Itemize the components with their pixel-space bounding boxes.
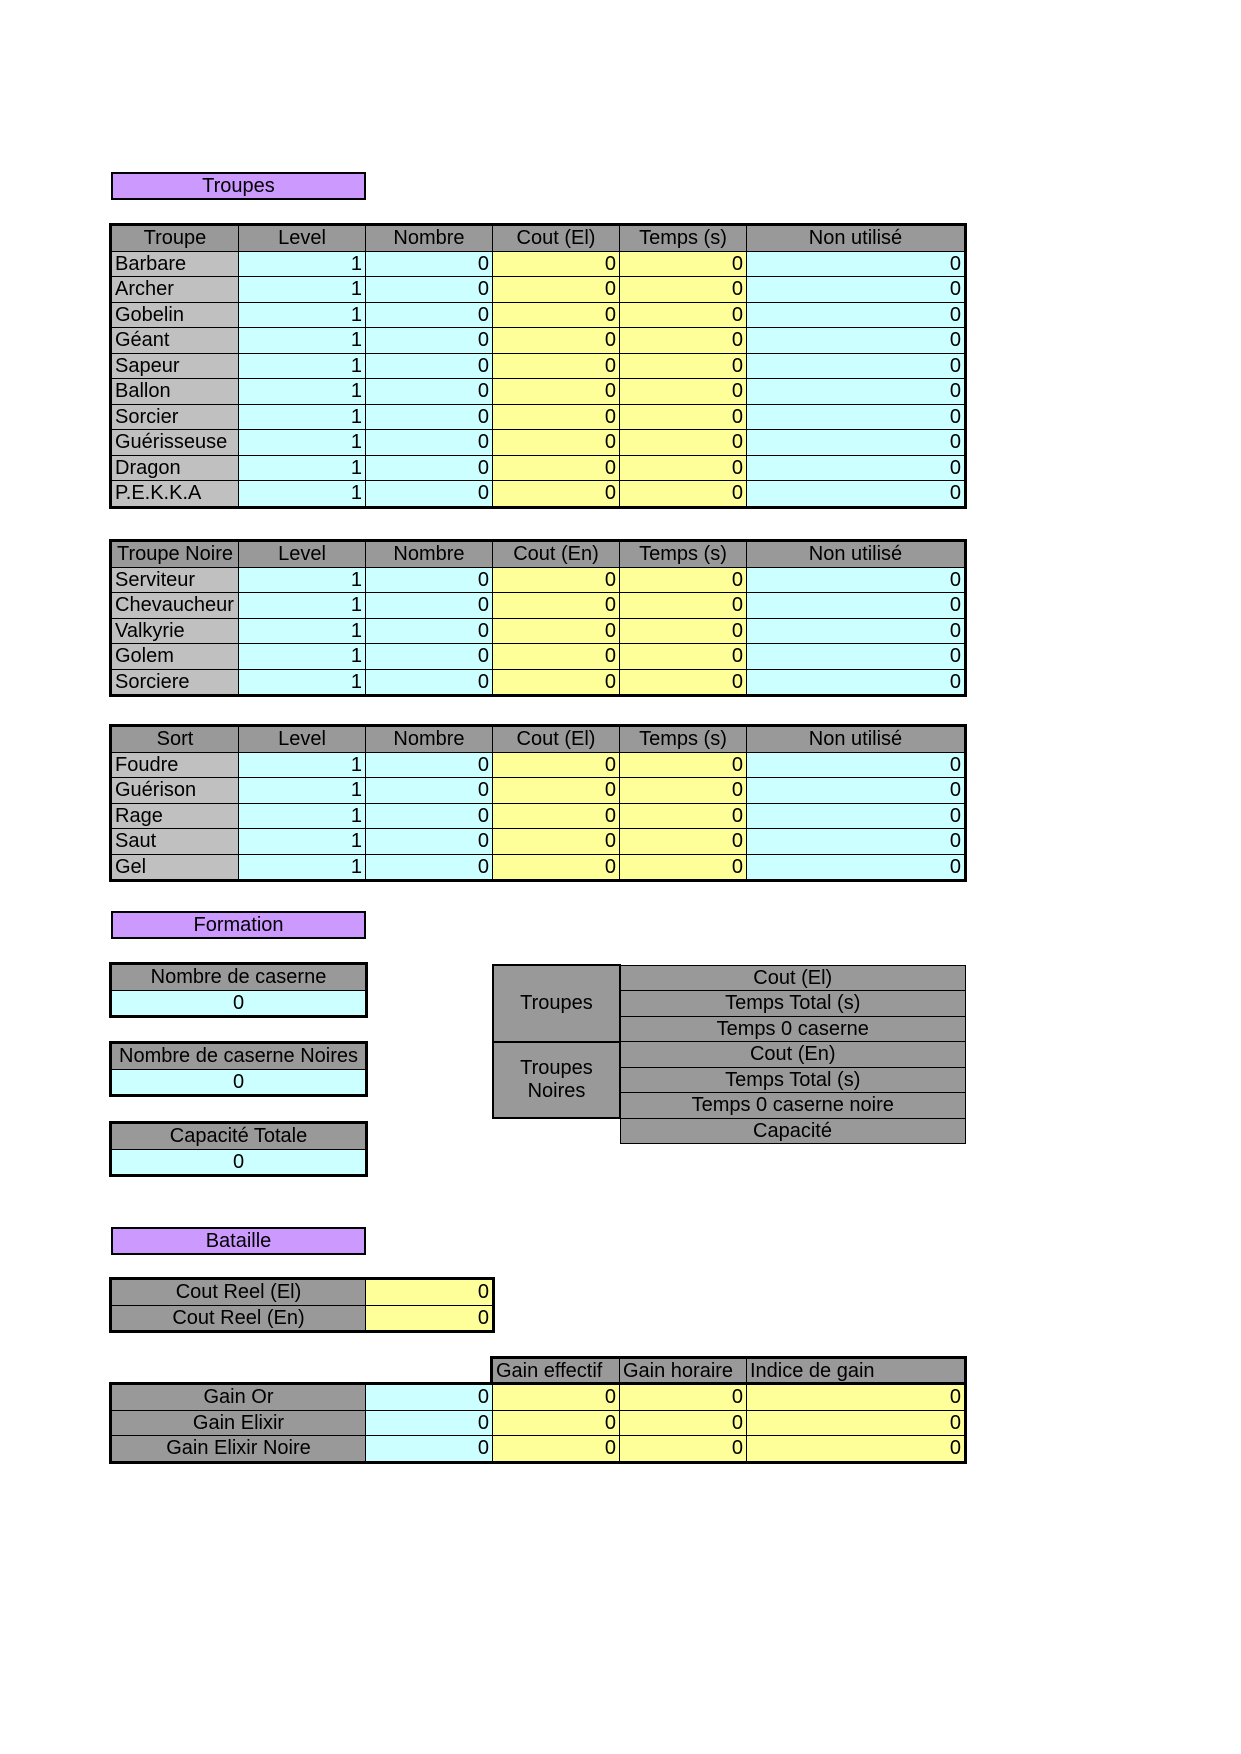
table-row — [112, 302, 965, 328]
cout-cell: 0 — [493, 328, 620, 354]
gain-value[interactable]: 0 — [366, 1436, 493, 1462]
table-row — [112, 854, 965, 880]
cout-cell: 0 — [493, 752, 620, 778]
temps-cell: 0 — [620, 803, 747, 829]
level-cell[interactable]: 1 — [239, 829, 366, 855]
level-cell[interactable]: 1 — [239, 803, 366, 829]
nombre-cell[interactable]: 0 — [366, 379, 493, 405]
gain-indice: 0 — [747, 1436, 965, 1462]
troupes-table — [111, 225, 965, 507]
row-label: Sorcier — [112, 404, 239, 430]
temps-cell: 0 — [620, 669, 747, 695]
table-row — [112, 803, 965, 829]
table-row — [112, 669, 965, 695]
row-label: Valkyrie — [112, 618, 239, 644]
cout-cell: 0 — [493, 455, 620, 481]
nombre-cell[interactable]: 0 — [366, 481, 493, 507]
cout-reel-en-value: 0 — [366, 1305, 493, 1331]
level-cell[interactable]: 1 — [239, 404, 366, 430]
table-header-row — [112, 727, 965, 753]
cout-cell: 0 — [493, 277, 620, 303]
header-cell: Non utilisé — [747, 727, 965, 753]
level-cell[interactable]: 1 — [239, 328, 366, 354]
level-cell[interactable]: 1 — [239, 277, 366, 303]
table-header-row — [112, 542, 965, 568]
temps-cell: 0 — [620, 430, 747, 456]
nombre-cell[interactable]: 0 — [366, 669, 493, 695]
non-utilise-cell[interactable]: 0 — [747, 669, 965, 695]
level-cell[interactable]: 1 — [239, 567, 366, 593]
level-cell[interactable]: 1 — [239, 669, 366, 695]
nombre-cell[interactable]: 0 — [366, 302, 493, 328]
level-cell[interactable]: 1 — [239, 752, 366, 778]
level-cell[interactable]: 1 — [239, 353, 366, 379]
gain-value[interactable]: 0 — [366, 1410, 493, 1436]
gain-horaire: 0 — [620, 1410, 747, 1436]
temps-cell: 0 — [620, 328, 747, 354]
temps-cell: 0 — [620, 618, 747, 644]
cout-cell: 0 — [493, 669, 620, 695]
non-utilise-cell[interactable]: 0 — [747, 328, 965, 354]
caserne-value[interactable]: 0 — [112, 990, 366, 1016]
gain-header-effectif: Gain effectif — [493, 1359, 620, 1385]
table-header-row — [112, 226, 965, 252]
gain-header-indice: Indice de gain — [747, 1359, 965, 1385]
gain-indice: 0 — [747, 1410, 965, 1436]
row-label: Chevaucheur — [112, 593, 239, 619]
caserne-box — [111, 964, 366, 1016]
header-cell: Cout (El) — [493, 727, 620, 753]
gains-table — [111, 1384, 965, 1462]
temps-cell: 0 — [620, 277, 747, 303]
table-row — [112, 752, 965, 778]
row-label: Géant — [112, 328, 239, 354]
non-utilise-cell[interactable]: 0 — [747, 302, 965, 328]
table-row — [112, 379, 965, 405]
temps-cell: 0 — [620, 251, 747, 277]
row-label: Archer — [112, 277, 239, 303]
level-cell[interactable]: 1 — [239, 593, 366, 619]
cout-cell: 0 — [493, 644, 620, 670]
summary-troupes-label: Troupes — [493, 965, 620, 1042]
cout-reel-el-label: Cout Reel (El) — [112, 1280, 366, 1306]
capacite-totale-label: Capacité Totale — [112, 1124, 366, 1150]
cout-cell: 0 — [493, 430, 620, 456]
header-cell: Temps (s) — [620, 542, 747, 568]
temps-cell: 0 — [620, 567, 747, 593]
row-label: Serviteur — [112, 567, 239, 593]
cout-cell: 0 — [493, 251, 620, 277]
header-cell: Nombre — [366, 542, 493, 568]
gain-horaire: 0 — [620, 1436, 747, 1462]
non-utilise-cell[interactable]: 0 — [747, 353, 965, 379]
gain-label: Gain Or — [112, 1385, 366, 1411]
non-utilise-cell[interactable]: 0 — [747, 430, 965, 456]
non-utilise-cell[interactable]: 0 — [747, 404, 965, 430]
cout-reel-en-label: Cout Reel (En) — [112, 1305, 366, 1331]
cout-cell: 0 — [493, 803, 620, 829]
table-row — [112, 455, 965, 481]
row-label: Foudre — [112, 752, 239, 778]
row-label: Dragon — [112, 455, 239, 481]
temps-cell: 0 — [620, 593, 747, 619]
summary-spacer — [493, 1118, 620, 1144]
cout-cell: 0 — [493, 353, 620, 379]
cout-reel-table — [111, 1279, 493, 1331]
row-label: P.E.K.K.A — [112, 481, 239, 507]
gain-effectif: 0 — [493, 1410, 620, 1436]
row-label: Sorciere — [112, 669, 239, 695]
header-cell: Level — [239, 727, 366, 753]
header-cell: Level — [239, 226, 366, 252]
summary-item: Cout (El) — [620, 965, 965, 991]
table-row — [112, 404, 965, 430]
temps-cell: 0 — [620, 481, 747, 507]
cout-cell: 0 — [493, 618, 620, 644]
non-utilise-cell[interactable]: 0 — [747, 277, 965, 303]
row-label: Sapeur — [112, 353, 239, 379]
non-utilise-cell[interactable]: 0 — [747, 379, 965, 405]
cout-cell: 0 — [493, 778, 620, 804]
header-cell: Temps (s) — [620, 727, 747, 753]
temps-cell: 0 — [620, 854, 747, 880]
capacite-totale-box — [111, 1123, 366, 1175]
sorts-table — [111, 726, 965, 880]
level-cell[interactable]: 1 — [239, 854, 366, 880]
header-cell: Temps (s) — [620, 226, 747, 252]
cout-cell: 0 — [493, 481, 620, 507]
gain-horaire: 0 — [620, 1385, 747, 1411]
section-title-bataille: Bataille — [111, 1227, 366, 1255]
nombre-cell[interactable]: 0 — [366, 404, 493, 430]
header-cell: Sort — [112, 727, 239, 753]
row-label: Gobelin — [112, 302, 239, 328]
non-utilise-cell[interactable]: 0 — [747, 644, 965, 670]
nombre-cell[interactable]: 0 — [366, 430, 493, 456]
nombre-cell[interactable]: 0 — [366, 778, 493, 804]
header-cell: Nombre — [366, 226, 493, 252]
temps-cell: 0 — [620, 829, 747, 855]
row-label: Gel — [112, 854, 239, 880]
nombre-cell[interactable]: 0 — [366, 618, 493, 644]
nombre-cell[interactable]: 0 — [366, 829, 493, 855]
level-cell[interactable]: 1 — [239, 455, 366, 481]
temps-cell: 0 — [620, 404, 747, 430]
table-row — [112, 618, 965, 644]
table-row — [112, 829, 965, 855]
nombre-cell[interactable]: 0 — [366, 644, 493, 670]
header-cell: Cout (El) — [493, 226, 620, 252]
table-row — [112, 778, 965, 804]
cout-cell: 0 — [493, 593, 620, 619]
header-cell: Cout (En) — [493, 542, 620, 568]
temps-cell: 0 — [620, 379, 747, 405]
summary-item: Temps Total (s) — [620, 991, 965, 1017]
gain-label: Gain Elixir — [112, 1410, 366, 1436]
nombre-cell[interactable]: 0 — [366, 251, 493, 277]
caserne-noires-label: Nombre de caserne Noires — [112, 1044, 366, 1070]
table-row — [112, 481, 965, 507]
non-utilise-cell[interactable]: 0 — [747, 829, 965, 855]
gain-row — [112, 1436, 965, 1462]
cout-cell: 0 — [493, 854, 620, 880]
row-label: Rage — [112, 803, 239, 829]
gain-row — [112, 1410, 965, 1436]
temps-cell: 0 — [620, 644, 747, 670]
gain-header-table — [492, 1358, 965, 1385]
troupes-noires-table — [111, 541, 965, 695]
nombre-cell[interactable]: 0 — [366, 277, 493, 303]
gain-effectif: 0 — [493, 1436, 620, 1462]
non-utilise-cell[interactable]: 0 — [747, 752, 965, 778]
temps-cell: 0 — [620, 752, 747, 778]
level-cell[interactable]: 1 — [239, 778, 366, 804]
nombre-cell[interactable]: 0 — [366, 593, 493, 619]
non-utilise-cell[interactable]: 0 — [747, 778, 965, 804]
header-cell: Non utilisé — [747, 542, 965, 568]
level-cell[interactable]: 1 — [239, 644, 366, 670]
nombre-cell[interactable]: 0 — [366, 455, 493, 481]
section-title-troupes: Troupes — [111, 172, 366, 200]
nombre-cell[interactable]: 0 — [366, 567, 493, 593]
header-cell: Non utilisé — [747, 226, 965, 252]
header-cell: Level — [239, 542, 366, 568]
summary-item: Temps Total (s) — [620, 1067, 965, 1093]
non-utilise-cell[interactable]: 0 — [747, 567, 965, 593]
nombre-cell[interactable]: 0 — [366, 328, 493, 354]
cout-cell: 0 — [493, 404, 620, 430]
capacite-totale-value[interactable]: 0 — [112, 1149, 366, 1175]
summary-troupes-noires-label: Troupes Noires — [493, 1042, 620, 1119]
caserne-noires-value[interactable]: 0 — [112, 1069, 366, 1095]
cout-cell: 0 — [493, 379, 620, 405]
temps-cell: 0 — [620, 353, 747, 379]
formation-summary-table — [492, 964, 966, 1144]
table-row — [112, 353, 965, 379]
summary-item: Cout (En) — [620, 1042, 965, 1068]
level-cell[interactable]: 1 — [239, 379, 366, 405]
table-row — [112, 251, 965, 277]
non-utilise-cell[interactable]: 0 — [747, 593, 965, 619]
nombre-cell[interactable]: 0 — [366, 854, 493, 880]
summary-item: Temps 0 caserne — [620, 1016, 965, 1042]
gain-label: Gain Elixir Noire — [112, 1436, 366, 1462]
nombre-cell[interactable]: 0 — [366, 752, 493, 778]
non-utilise-cell[interactable]: 0 — [747, 854, 965, 880]
gain-value[interactable]: 0 — [366, 1385, 493, 1411]
non-utilise-cell[interactable]: 0 — [747, 618, 965, 644]
header-cell: Troupe Noire — [112, 542, 239, 568]
cout-cell: 0 — [493, 302, 620, 328]
row-label: Ballon — [112, 379, 239, 405]
row-label: Guérison — [112, 778, 239, 804]
row-label: Saut — [112, 829, 239, 855]
header-cell: Troupe — [112, 226, 239, 252]
level-cell[interactable]: 1 — [239, 302, 366, 328]
header-cell: Nombre — [366, 727, 493, 753]
non-utilise-cell[interactable]: 0 — [747, 803, 965, 829]
nombre-cell[interactable]: 0 — [366, 803, 493, 829]
caserne-label: Nombre de caserne — [112, 965, 366, 991]
gain-indice: 0 — [747, 1385, 965, 1411]
non-utilise-cell[interactable]: 0 — [747, 481, 965, 507]
level-cell[interactable]: 1 — [239, 251, 366, 277]
table-row — [112, 644, 965, 670]
row-label: Barbare — [112, 251, 239, 277]
table-row — [112, 430, 965, 456]
row-label: Golem — [112, 644, 239, 670]
summary-item: Temps 0 caserne noire — [620, 1093, 965, 1119]
summary-item-capacite: Capacité — [620, 1118, 965, 1144]
row-label: Guérisseuse — [112, 430, 239, 456]
level-cell[interactable]: 1 — [239, 618, 366, 644]
temps-cell: 0 — [620, 455, 747, 481]
level-cell[interactable]: 1 — [239, 430, 366, 456]
table-row — [112, 328, 965, 354]
table-row — [112, 567, 965, 593]
cout-reel-el-value: 0 — [366, 1280, 493, 1306]
level-cell[interactable]: 1 — [239, 481, 366, 507]
cout-cell: 0 — [493, 829, 620, 855]
gain-row — [112, 1385, 965, 1411]
gain-header-horaire: Gain horaire — [620, 1359, 747, 1385]
section-title-formation: Formation — [111, 911, 366, 939]
table-row — [112, 593, 965, 619]
nombre-cell[interactable]: 0 — [366, 353, 493, 379]
temps-cell: 0 — [620, 778, 747, 804]
non-utilise-cell[interactable]: 0 — [747, 251, 965, 277]
caserne-noires-box — [111, 1043, 366, 1095]
table-row — [112, 277, 965, 303]
gain-effectif: 0 — [493, 1385, 620, 1411]
non-utilise-cell[interactable]: 0 — [747, 455, 965, 481]
cout-cell: 0 — [493, 567, 620, 593]
temps-cell: 0 — [620, 302, 747, 328]
